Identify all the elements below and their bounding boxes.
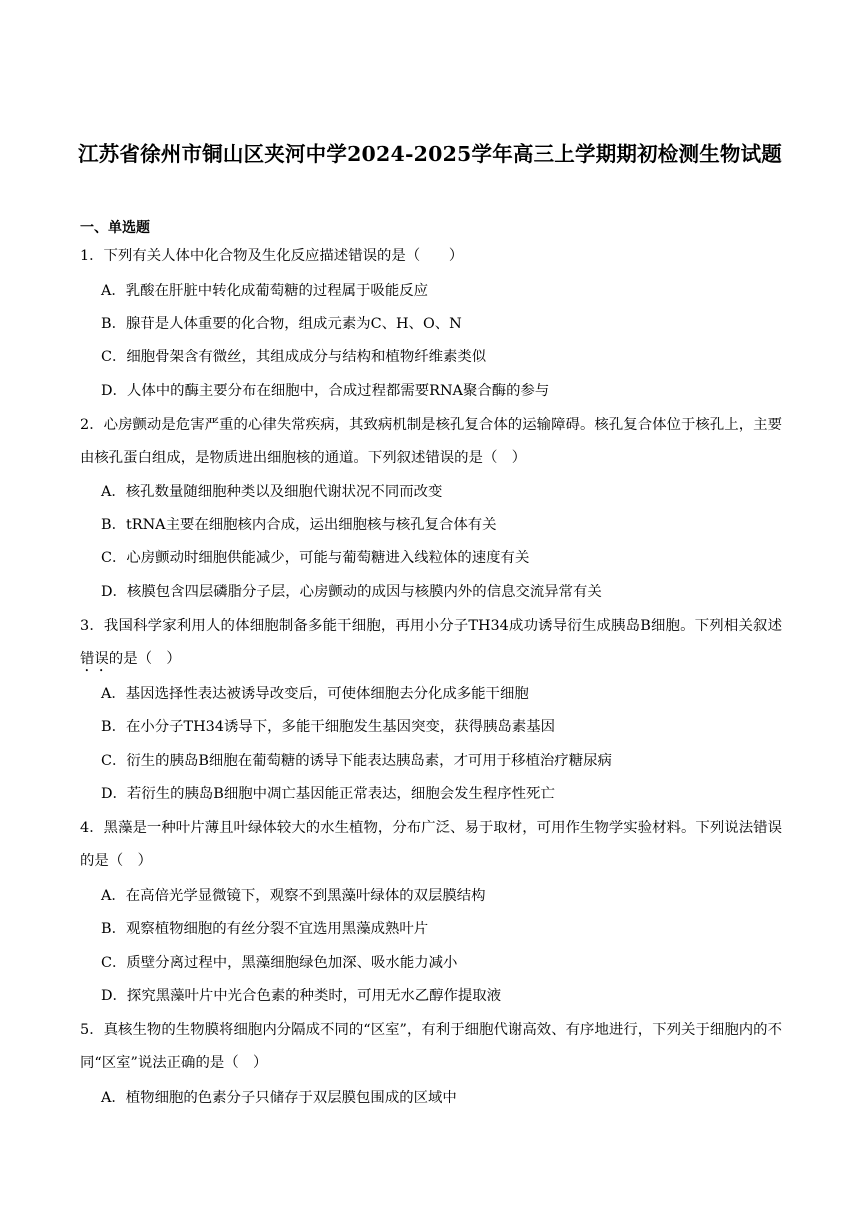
question-2-option-a: A．核孔数量随细胞种类以及细胞代谢状况不同而改变 [101, 484, 443, 500]
question-3-option-d: D．若衍生的胰岛B细胞中凋亡基因能正常表达，细胞会发生程序性死亡 [101, 786, 555, 802]
question-5-stem: 5．真核生物的生物膜将细胞内分隔成不同的“区室”，有利于细胞代谢高效、有序地进行，下列关于细胞内的不同“区室”说法正确的是（ ） [80, 1022, 782, 1071]
question-1-stem: 1．下列有关人体中化合物及生化反应描述错误的是（ ） [80, 248, 464, 264]
question-1-option-d: D．人体中的酶主要分布在细胞中，合成过程都需要RNA聚合酶的参与 [101, 383, 550, 399]
question-1-option-a: A．乳酸在肝脏中转化成葡萄糖的过程属于吸能反应 [101, 283, 428, 299]
question-2-option-d: D．核膜包含四层磷脂分子层，心房颤动的成因与核膜内外的信息交流异常有关 [101, 584, 602, 600]
question-2-option-c: C．心房颤动时细胞供能减少，可能与葡萄糖进入线粒体的速度有关 [101, 550, 530, 566]
section-heading: 一、单选题 [80, 220, 150, 236]
question-3-stem-text: 3．我国科学家利用人的体细胞制备多能干细胞，再用小分子TH34成功诱导衍生成胰岛B细胞。下列相关叙述 [80, 618, 782, 634]
question-1-option-b: B．腺苷是人体重要的化合物，组成元素为C、H、O、N [101, 316, 462, 332]
question-1-option-c: C．细胞骨架含有微丝，其组成成分与结构和植物纤维素类似 [101, 349, 487, 365]
question-3-emphasis: 错误 [80, 650, 109, 667]
question-4-option-d: D．探究黑藻叶片中光合色素的种类时，可用无水乙醇作提取液 [101, 988, 502, 1004]
question-4-stem: 4．黑藻是一种叶片薄且叶绿体较大的水生植物，分布广泛、易于取材，可用作生物学实验材料。下列说法错误的是（ ） [80, 820, 782, 869]
question-2-option-b: B．tRNA主要在细胞核内合成，运出细胞核与核孔复合体有关 [101, 517, 497, 533]
question-4-option-b: B．观察植物细胞的有丝分裂不宜选用黑藻成熟叶片 [101, 921, 429, 937]
question-3-option-c: C．衍生的胰岛B细胞在葡萄糖的诱导下能表达胰岛素，才可用于移植治疗糖尿病 [101, 753, 612, 769]
question-3-option-b: B．在小分子TH34诱导下，多能干细胞发生基因突变，获得胰岛素基因 [101, 719, 555, 735]
question-3-stem [80, 610, 782, 675]
question-2-stem: 2．心房颤动是危害严重的心律失常疾病，其致病机制是核孔复合体的运输障碍。核孔复合体位于核孔上，主要由核孔蛋白组成，是物质进出细胞核的通道。下列叙述错误的是（ ） [80, 417, 782, 466]
question-4-option-a: A．在高倍光学显微镜下，观察不到黑藻叶绿体的双层膜结构 [101, 888, 486, 904]
question-3-option-a: A．基因选择性表达被诱导改变后，可使体细胞去分化成多能干细胞 [101, 686, 529, 702]
question-4-option-c: C．质壁分离过程中，黑藻细胞绿色加深、吸水能力减小 [101, 955, 458, 971]
document-title: 江苏省徐州市铜山区夹河中学2024-2025学年高三上学期期初检测生物试题 [77, 142, 783, 166]
question-5-option-a: A．植物细胞的色素分子只储存于双层膜包围成的区域中 [101, 1090, 457, 1106]
question-3-stem-tail: 的是（ ） [108, 650, 181, 667]
